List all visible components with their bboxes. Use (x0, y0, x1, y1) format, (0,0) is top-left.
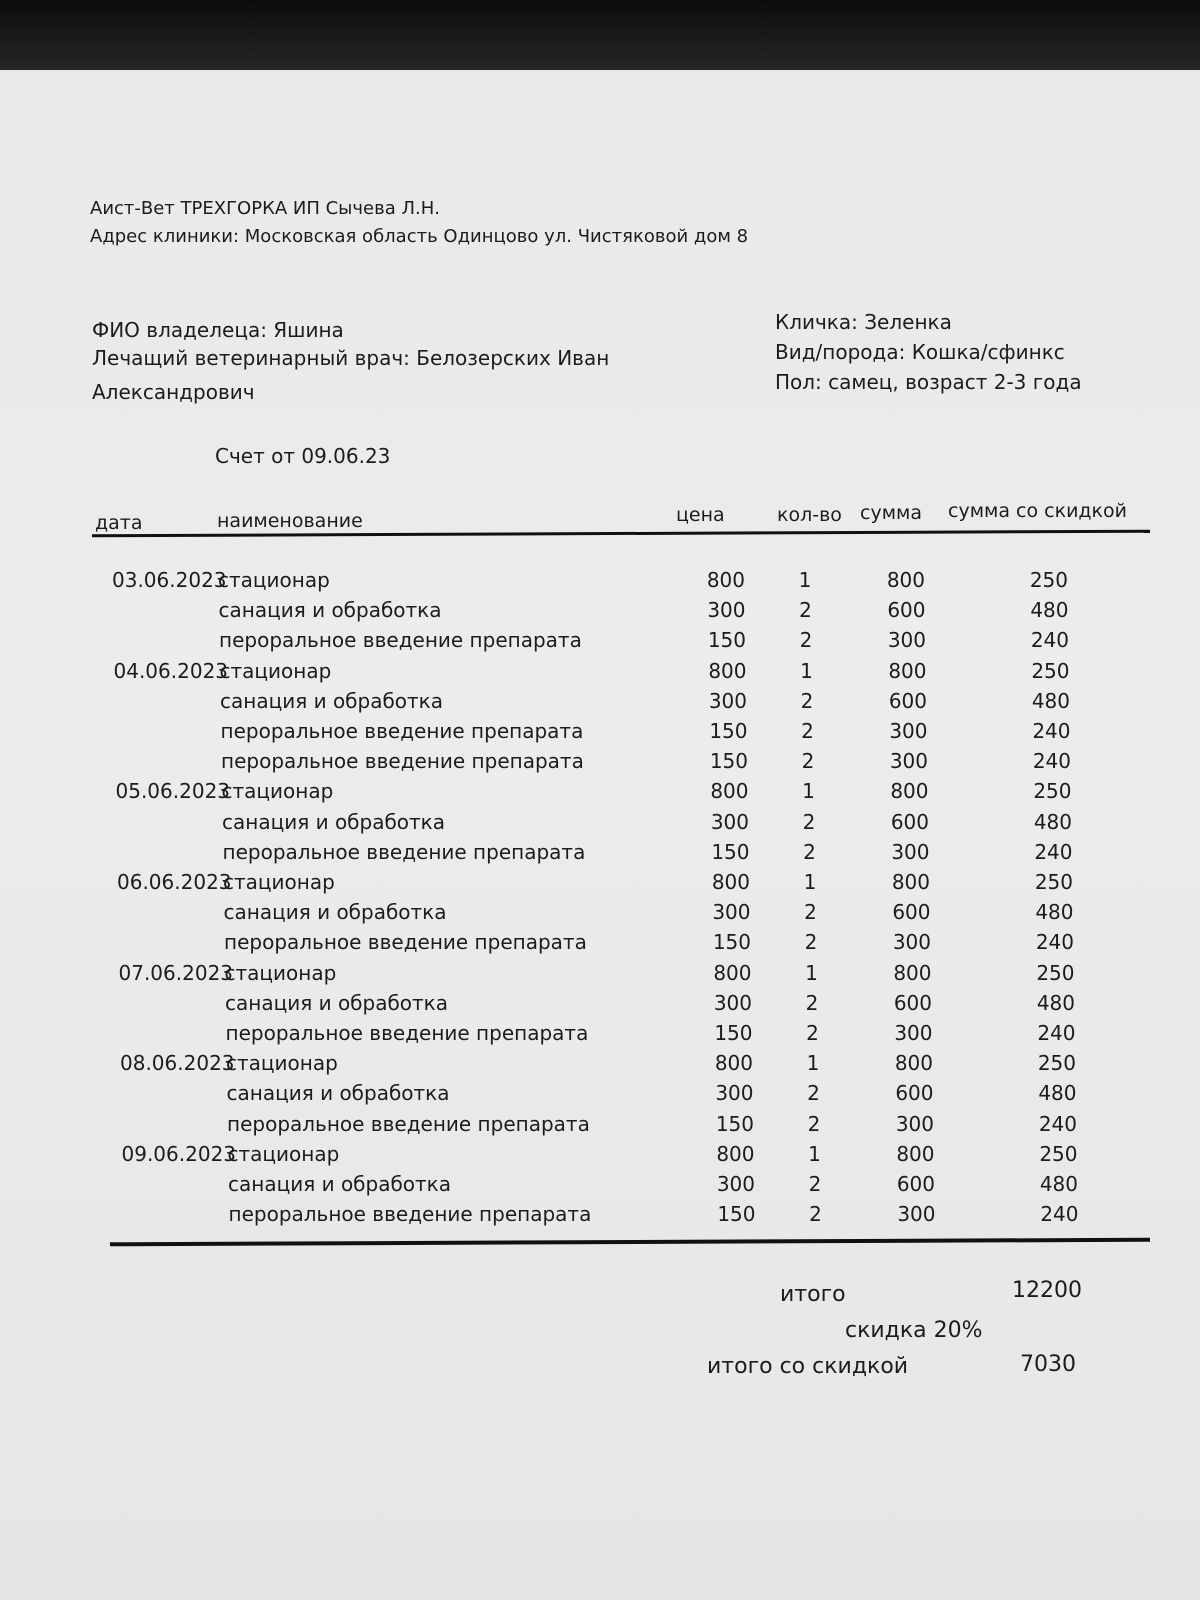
row-sum: 800 (888, 658, 927, 683)
row-sum: 800 (886, 568, 925, 592)
row-price: 800 (708, 658, 747, 683)
table-row (2, 689, 1200, 719)
table-row (3, 749, 1200, 779)
discount-label: скидка 20% (845, 1318, 983, 1343)
row-sum: 600 (890, 809, 929, 834)
row-discount-sum: 250 (1033, 779, 1072, 804)
row-date: 08.06.2023 (120, 1051, 235, 1076)
top-dark-edge (0, 0, 1200, 80)
row-discount-sum: 240 (1040, 1202, 1079, 1227)
table-row (9, 1112, 1200, 1142)
row-service-name: санация и обработка (218, 598, 442, 623)
row-price: 800 (710, 779, 749, 804)
table-row (2, 659, 1200, 689)
row-sum: 300 (889, 719, 928, 743)
row-discount-sum: 480 (1036, 990, 1075, 1015)
row-service-name: санация и обработка (226, 1081, 450, 1106)
row-service-name: санация и обработка (225, 990, 449, 1015)
row-sum: 800 (894, 1051, 933, 1076)
row-discount-sum: 250 (1029, 568, 1068, 592)
pet-sex-age: Пол: самец, возраст 2-3 года (775, 370, 1082, 394)
row-service-name: стационар (224, 960, 337, 985)
table-row (8, 1051, 1200, 1081)
row-price: 300 (713, 990, 752, 1015)
row-price: 150 (711, 839, 750, 864)
table-row (9, 1081, 1200, 1111)
col-qty-header: кол-во (777, 504, 842, 526)
row-service-name: стационар (223, 870, 335, 894)
row-sum: 300 (889, 749, 928, 774)
row-price: 800 (714, 1051, 753, 1076)
row-price: 150 (717, 1202, 756, 1227)
row-price: 300 (715, 1081, 754, 1106)
discounted-total-label: итого со скидкой (707, 1354, 909, 1379)
row-service-name: пероральное введение препарата (228, 1202, 592, 1227)
table-row (5, 870, 1200, 900)
pet-breed: Вид/порода: Кошка/сфинкс (775, 340, 1065, 364)
row-discount-sum: 250 (1039, 1141, 1078, 1166)
row-quantity: 2 (806, 1021, 819, 1045)
table-row (11, 1202, 1200, 1232)
row-quantity: 2 (801, 719, 814, 743)
row-service-name: пероральное введение препарата (227, 1111, 590, 1136)
table-row (10, 1172, 1200, 1202)
row-service-name: стационар (221, 779, 334, 804)
row-quantity: 2 (799, 628, 813, 653)
row-service-name: пероральное введение препарата (224, 930, 587, 955)
col-price-header: цена (676, 504, 725, 526)
table-row (0, 568, 1200, 598)
row-price: 800 (711, 870, 750, 894)
row-service-name: санация и обработка (220, 688, 444, 713)
row-sum: 300 (897, 1202, 936, 1227)
row-sum: 800 (891, 870, 930, 894)
row-sum: 600 (895, 1081, 934, 1106)
table-row (7, 961, 1200, 991)
table-row (5, 840, 1200, 870)
doctor-line-2: Александрович (92, 380, 255, 404)
row-date: 09.06.2023 (121, 1141, 237, 1166)
table-row (4, 810, 1200, 840)
table-row (1, 598, 1200, 628)
row-discount-sum: 240 (1037, 1021, 1076, 1045)
row-sum: 300 (891, 839, 930, 864)
row-discount-sum: 480 (1031, 688, 1070, 713)
row-quantity: 2 (805, 990, 819, 1015)
row-quantity: 1 (802, 779, 815, 804)
row-discount-sum: 480 (1035, 900, 1074, 925)
row-date: 07.06.2023 (118, 960, 234, 985)
row-discount-sum: 250 (1037, 1051, 1076, 1076)
row-sum: 600 (896, 1172, 935, 1196)
totals-rule (110, 1238, 1150, 1247)
row-service-name: стационар (227, 1141, 340, 1166)
row-quantity: 2 (800, 688, 814, 713)
row-date: 03.06.2023 (112, 568, 227, 592)
row-date: 04.06.2023 (113, 658, 229, 683)
table-row (7, 991, 1200, 1021)
row-sum: 600 (892, 900, 931, 925)
row-quantity: 2 (809, 1202, 822, 1227)
row-discount-sum: 480 (1033, 809, 1072, 834)
owner-name: ФИО владелеца: Яшина (92, 318, 344, 342)
row-discount-sum: 480 (1038, 1081, 1077, 1106)
invoice-page (0, 70, 1200, 1600)
row-quantity: 2 (803, 839, 816, 864)
row-price: 800 (713, 960, 752, 985)
row-sum: 800 (896, 1141, 935, 1166)
table-row (4, 779, 1200, 809)
row-sum: 800 (890, 779, 929, 804)
row-price: 150 (712, 930, 751, 955)
row-price: 300 (712, 900, 751, 925)
table-row (1, 628, 1200, 658)
table-row (6, 900, 1200, 930)
pet-name: Кличка: Зеленка (775, 310, 952, 334)
row-sum: 600 (888, 688, 927, 713)
row-service-name: стационар (218, 568, 330, 592)
row-service-name: пероральное введение препарата (225, 1021, 589, 1045)
row-service-name: пероральное введение препарата (220, 719, 584, 743)
table-row (3, 719, 1200, 749)
row-price: 300 (708, 688, 747, 713)
clinic-address: Адрес клиники: Московская область Одинцово ул. Чистяковой дом 8 (90, 226, 749, 247)
row-discount-sum: 250 (1031, 658, 1070, 683)
row-price: 300 (707, 598, 746, 623)
col-sum-header: сумма (860, 502, 923, 524)
row-sum: 300 (887, 628, 926, 653)
row-quantity: 1 (806, 1051, 820, 1076)
row-service-name: санация и обработка (228, 1172, 452, 1196)
row-date: 05.06.2023 (115, 779, 231, 804)
total-label: итого (780, 1282, 846, 1307)
row-discount-sum: 240 (1034, 839, 1073, 864)
row-sum: 600 (887, 598, 926, 623)
row-date: 06.06.2023 (117, 870, 232, 894)
table-row (10, 1142, 1200, 1172)
row-price: 800 (716, 1141, 755, 1166)
row-price: 150 (714, 1021, 753, 1045)
clinic-name: Аист-Вет ТРЕХГОРКА ИП Сычева Л.Н. (90, 198, 440, 219)
row-quantity: 1 (800, 658, 813, 683)
row-service-name: пероральное введение препарата (221, 749, 584, 774)
row-price: 300 (716, 1172, 755, 1196)
doctor-line-1: Лечащий ветеринарный врач: Белозерских Иван (92, 346, 610, 370)
row-discount-sum: 480 (1039, 1172, 1078, 1196)
row-quantity: 2 (804, 930, 818, 955)
row-quantity: 1 (798, 568, 812, 592)
row-price: 150 (715, 1111, 754, 1136)
row-quantity: 1 (803, 870, 817, 894)
row-price: 150 (709, 749, 748, 774)
row-quantity: 2 (804, 900, 817, 925)
row-quantity: 2 (801, 749, 815, 774)
row-service-name: санация и обработка (223, 900, 447, 925)
row-sum: 300 (892, 930, 931, 955)
row-discount-sum: 240 (1035, 930, 1074, 955)
row-sum: 300 (894, 1021, 933, 1045)
row-service-name: стационар (219, 658, 332, 683)
row-service-name: санация и обработка (222, 809, 446, 834)
row-quantity: 1 (805, 960, 818, 985)
row-quantity: 2 (808, 1172, 822, 1196)
row-sum: 800 (893, 960, 932, 985)
row-discount-sum: 240 (1032, 719, 1071, 743)
row-sum: 300 (895, 1111, 934, 1136)
row-quantity: 2 (799, 598, 812, 623)
col-name-header: наименование (217, 510, 363, 532)
col-date-header: дата (95, 512, 143, 534)
row-discount-sum: 250 (1034, 870, 1073, 894)
row-discount-sum: 480 (1030, 598, 1069, 623)
row-service-name: пероральное введение препарата (219, 628, 582, 653)
row-price: 300 (710, 809, 749, 834)
row-service-name: пероральное введение препарата (222, 839, 586, 864)
row-price: 800 (706, 568, 745, 592)
row-quantity: 2 (807, 1081, 820, 1106)
total-value: 12200 (1012, 1278, 1082, 1303)
row-discount-sum: 240 (1032, 749, 1071, 774)
table-row (6, 930, 1200, 960)
row-quantity: 2 (807, 1111, 821, 1136)
table-row (8, 1021, 1200, 1051)
row-discount-sum: 240 (1038, 1111, 1077, 1136)
row-sum: 600 (893, 990, 932, 1015)
row-service-name: стационар (226, 1051, 338, 1076)
invoice-title: Счет от 09.06.23 (215, 444, 391, 468)
row-discount-sum: 250 (1036, 960, 1075, 985)
row-price: 150 (709, 719, 748, 743)
row-price: 150 (707, 628, 746, 653)
row-quantity: 2 (802, 809, 816, 834)
col-discount-header: сумма со скидкой (948, 500, 1128, 522)
row-discount-sum: 240 (1030, 628, 1069, 653)
row-quantity: 1 (808, 1141, 821, 1166)
discounted-total-value: 7030 (1020, 1352, 1076, 1377)
